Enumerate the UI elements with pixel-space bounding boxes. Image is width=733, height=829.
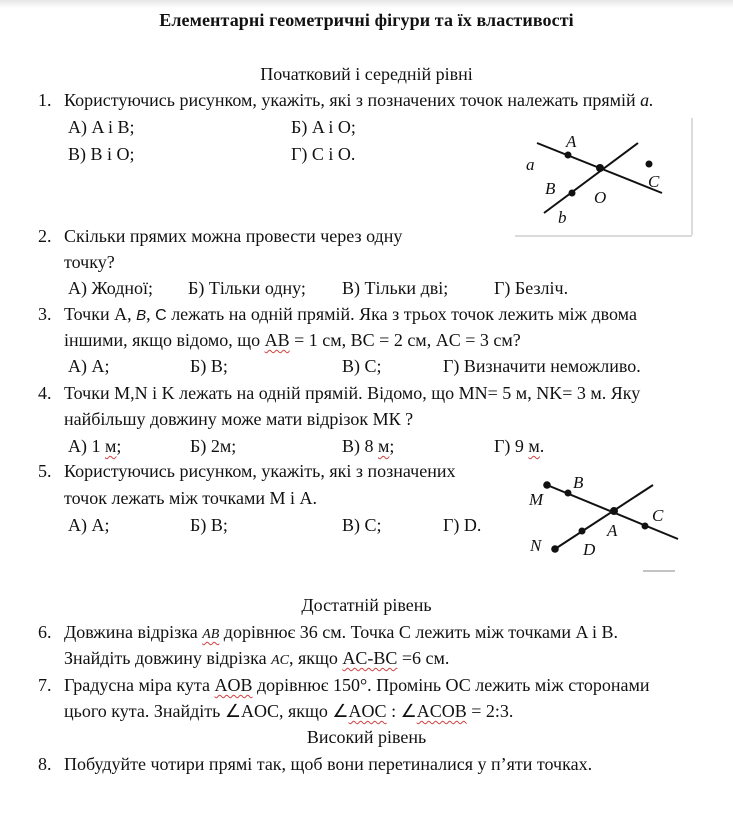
label-a: A: [566, 132, 577, 151]
label-c: C: [652, 506, 664, 525]
text-segment: =6 см.: [397, 648, 450, 668]
question-text-line-1: Точки M,N і K лежать на одній прямій. Відомо, що MN= 5 м, NK= 3 м. Яку: [64, 383, 641, 403]
option-unit: м: [528, 436, 540, 456]
option-d: Г) D.: [443, 515, 482, 535]
label-b: B: [545, 179, 556, 198]
point-o: [596, 164, 604, 172]
option-d: Г) C і O.: [291, 144, 356, 164]
text-segment: лежать на одній прямій. Яка з трьох точок лежить між двома: [166, 304, 637, 324]
option-punct: .: [539, 436, 545, 456]
segment-ab: AB: [202, 627, 220, 642]
option-c: В) C;: [342, 515, 382, 535]
label-n: N: [530, 536, 542, 555]
question-text-line-1: [64, 622, 618, 643]
segment-ac: AC: [271, 653, 289, 668]
option-a: [68, 436, 121, 457]
option-b: Б) B;: [190, 515, 228, 535]
option-c: [342, 436, 394, 457]
option-a: А) Жодної;: [68, 278, 153, 298]
point-c: [646, 161, 653, 168]
level-heading-initial: Початковий і середній рівні: [260, 64, 473, 84]
label-line-a: a: [526, 155, 535, 174]
question-number: 4.: [38, 383, 52, 403]
option-text: Г) 9: [494, 436, 529, 456]
point-d: [579, 528, 586, 535]
text-segment: ,: [146, 304, 156, 324]
question-text-line-1: [64, 304, 637, 325]
point-c: [642, 523, 649, 530]
figure-1-intersecting-lines: [510, 115, 700, 240]
option-b: Б) A і O;: [291, 117, 356, 137]
option-text: В) 8: [342, 436, 378, 456]
label-b: B: [573, 473, 584, 492]
option-a: А) A;: [68, 515, 110, 535]
option-c: В) С;: [342, 356, 382, 376]
question-text-line-2: [64, 330, 521, 351]
expression-ac-bc: AC-BC: [342, 648, 398, 668]
label-c: C: [648, 172, 660, 191]
level-heading-high: Високий рівень: [306, 727, 427, 747]
line-variable: a.: [640, 90, 654, 110]
question-text-line-2: [64, 648, 449, 669]
level-heading-sufficient: Достатній рівень: [301, 595, 432, 615]
question-number: 6.: [38, 622, 52, 642]
question-text-line-1: [64, 675, 649, 696]
point-n: [551, 545, 559, 553]
text-segment: дорівнює 36 см. Точка С лежить між точками A і B.: [219, 622, 618, 642]
label-d: D: [583, 540, 596, 559]
option-c: В) B і O;: [68, 144, 135, 164]
option-c: В) Тільки дві;: [342, 278, 449, 298]
option-punct: ;: [389, 436, 395, 456]
text-segment: = 1 см, BC = 2 см, AC = 3 см?: [289, 330, 521, 350]
question-text-line-1: Користуючись рисунком, укажіть, які з позначених: [64, 461, 456, 481]
text-segment: іншими, якщо відомо, що: [64, 330, 265, 350]
question-text-line-1: Скільки прямих можна провести через одну: [64, 226, 403, 246]
text-segment: , якщо ∠: [279, 701, 349, 721]
question-text: Побудуйте чотири прямі так, щоб вони перетиналися у п’яти точках.: [64, 754, 593, 774]
text-segment: = 2:3.: [466, 701, 514, 721]
question-number: 5.: [38, 461, 52, 481]
text-segment: Градусна міра кута: [64, 675, 215, 695]
question-number: 2.: [38, 226, 52, 246]
figure-2-intersecting-lines: [520, 465, 710, 580]
angle-acob: ACOB: [416, 701, 467, 721]
point-b: [569, 190, 576, 197]
text-segment: дорівнює 150°. Промінь ОС лежить між сторонами: [252, 675, 650, 695]
question-number: 7.: [38, 675, 52, 695]
option-a: А) A і B;: [68, 117, 135, 137]
segment-ab: AB: [264, 330, 290, 350]
question-text-line-2: точку?: [64, 252, 115, 272]
option-b: Б) В;: [190, 356, 228, 376]
point-a: [610, 507, 618, 515]
text-segment: цього кута. Знайдіть ∠: [64, 701, 241, 721]
text-segment: : ∠: [386, 701, 417, 721]
label-m: M: [529, 490, 544, 509]
text-segment: Знайдіть довжину відрізка: [64, 648, 272, 668]
option-b: [190, 436, 236, 457]
point-label-c: C: [155, 307, 167, 324]
question-text-main: Користуючись рисунком, укажіть, які з позначених точок належать прямій: [64, 90, 641, 110]
question-text-line-2: точок лежать між точками M і A.: [64, 488, 318, 508]
point-label-b: B: [136, 307, 147, 324]
option-b: Б) Тільки одну;: [188, 278, 306, 298]
option-a: А) А;: [68, 356, 110, 376]
angle-aob: AOB: [214, 675, 253, 695]
option-d: Г) Безліч.: [494, 278, 569, 298]
question-text-line-2: [64, 701, 513, 722]
angle-aoc: AOC: [348, 701, 387, 721]
text-segment: Довжина відрізка: [64, 622, 203, 642]
point-b: [565, 490, 572, 497]
page-title: Елементарні геометричні фігури та їх властивості: [159, 10, 574, 30]
text-segment: Точки А,: [64, 304, 137, 324]
page-top-shadow: [0, 0, 733, 8]
option-unit: м: [378, 436, 390, 456]
label-o: O: [594, 188, 607, 207]
question-number: 1.: [38, 90, 52, 110]
point-m: [543, 481, 551, 489]
option-punct: ;: [116, 436, 122, 456]
option-d: Г) Визначити неможливо.: [443, 356, 641, 376]
text-segment: , якщо: [288, 648, 343, 668]
option-text: А) 1: [68, 436, 105, 456]
point-a: [565, 152, 572, 159]
question-number: 3.: [38, 304, 52, 324]
question-text: [64, 90, 654, 111]
question-text-line-2: найбільшу довжину може мати відрізок МК ?: [64, 409, 414, 429]
option-unit: м: [105, 436, 117, 456]
angle-aoc: AOC: [241, 701, 280, 721]
option-text: Б) 2м;: [190, 436, 237, 456]
option-d: [494, 436, 544, 457]
label-a: A: [607, 521, 618, 540]
question-number: 8.: [38, 754, 52, 774]
label-line-b: b: [558, 208, 567, 227]
